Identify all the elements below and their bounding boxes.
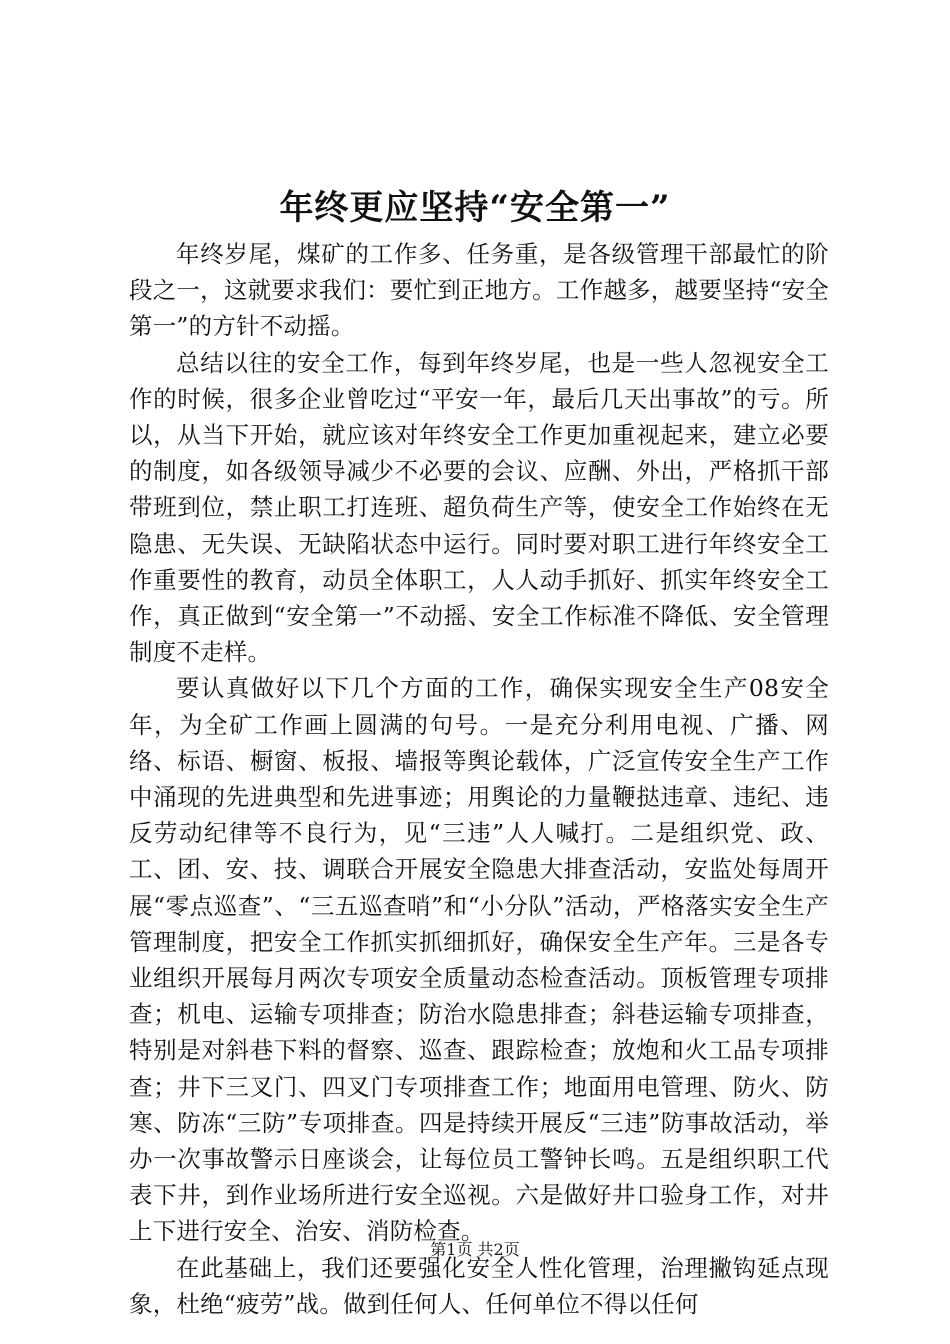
paragraph-2: 总结以往的安全工作，每到年终岁尾，也是一些人忽视安全工作的时候，很多企业曾吃过“平安一年，最后几天出事故”的亏。所以，从当下开始，就应该对年终安全工作更加重视起来，建立必要的制度，如各级领导减少不必要的会议、应酬、外出，严格抓干部带班到位，禁止职工打连班、超负荷生产等，使安全工作始终在无隐患、无失误、无缺陷状态中运行。同时要对职工进行年终安全工作重要性的教育，动员全体职工，人人动手抓好、抓实年终安全工作，真正做到“安全第一”不动摇、安全工作标准不降低、安全管理制度不走样。 bbox=[129, 348, 829, 667]
page-number-footer: 第1页 共2页 bbox=[430, 1240, 520, 1259]
paragraph-1: 年终岁尾，煤矿的工作多、任务重，是各级管理干部最忙的阶段之一，这就要求我们：要忙到正地方。工作越多，越要坚持“安全第一”的方针不动摇。 bbox=[129, 240, 829, 341]
paragraph-3: 要认真做好以下几个方面的工作，确保实现安全生产08安全年，为全矿工作画上圆满的句号。一是充分利用电视、广播、网络、标语、橱窗、板报、墙报等舆论载体，广泛宣传安全生产工作中涌现的先进典型和先进事迹；用舆论的力量鞭挞违章、违纪、违反劳动纪律等不良行为，见“三违”人人喊打。二是组织党、政、工、团、安、技、调联合开展安全隐患大排查活动，安监处每周开展“零点巡查”、“三五巡查哨”和“小分队”活动，严格落实安全生产管理制度，把安全工作抓实抓细抓好，确保安全生产年。三是各专业组织开展每月两次专项安全质量动态检查活动。顶板管理专项排查；机电、运输专项排查；防治水隐患排查；斜巷运输专项排查，特别是对斜巷下料的督察、巡查、跟踪检查；放炮和火工品专项排查；井下三叉门、四叉门专项排查工作；地面用电管理、防火、防寒、防冻“三防”专项排查。四是持续开展反“三违”防事故活动，举办一次事故警示日座谈会，让每位员工警钟长鸣。五是组织职工代表下井，到作业场所进行安全巡视。六是做好井口验身工作，对井上下进行安全、治安、消防检查。 bbox=[129, 674, 829, 1246]
document-title: 年终更应坚持“安全第一” bbox=[279, 188, 671, 228]
paragraph-4: 在此基础上，我们还要强化安全人性化管理，治理撇钩延点现象，杜绝“疲劳”战。做到任何人、任何单位不得以任何 bbox=[129, 1253, 829, 1318]
document-body bbox=[129, 236, 829, 1322]
